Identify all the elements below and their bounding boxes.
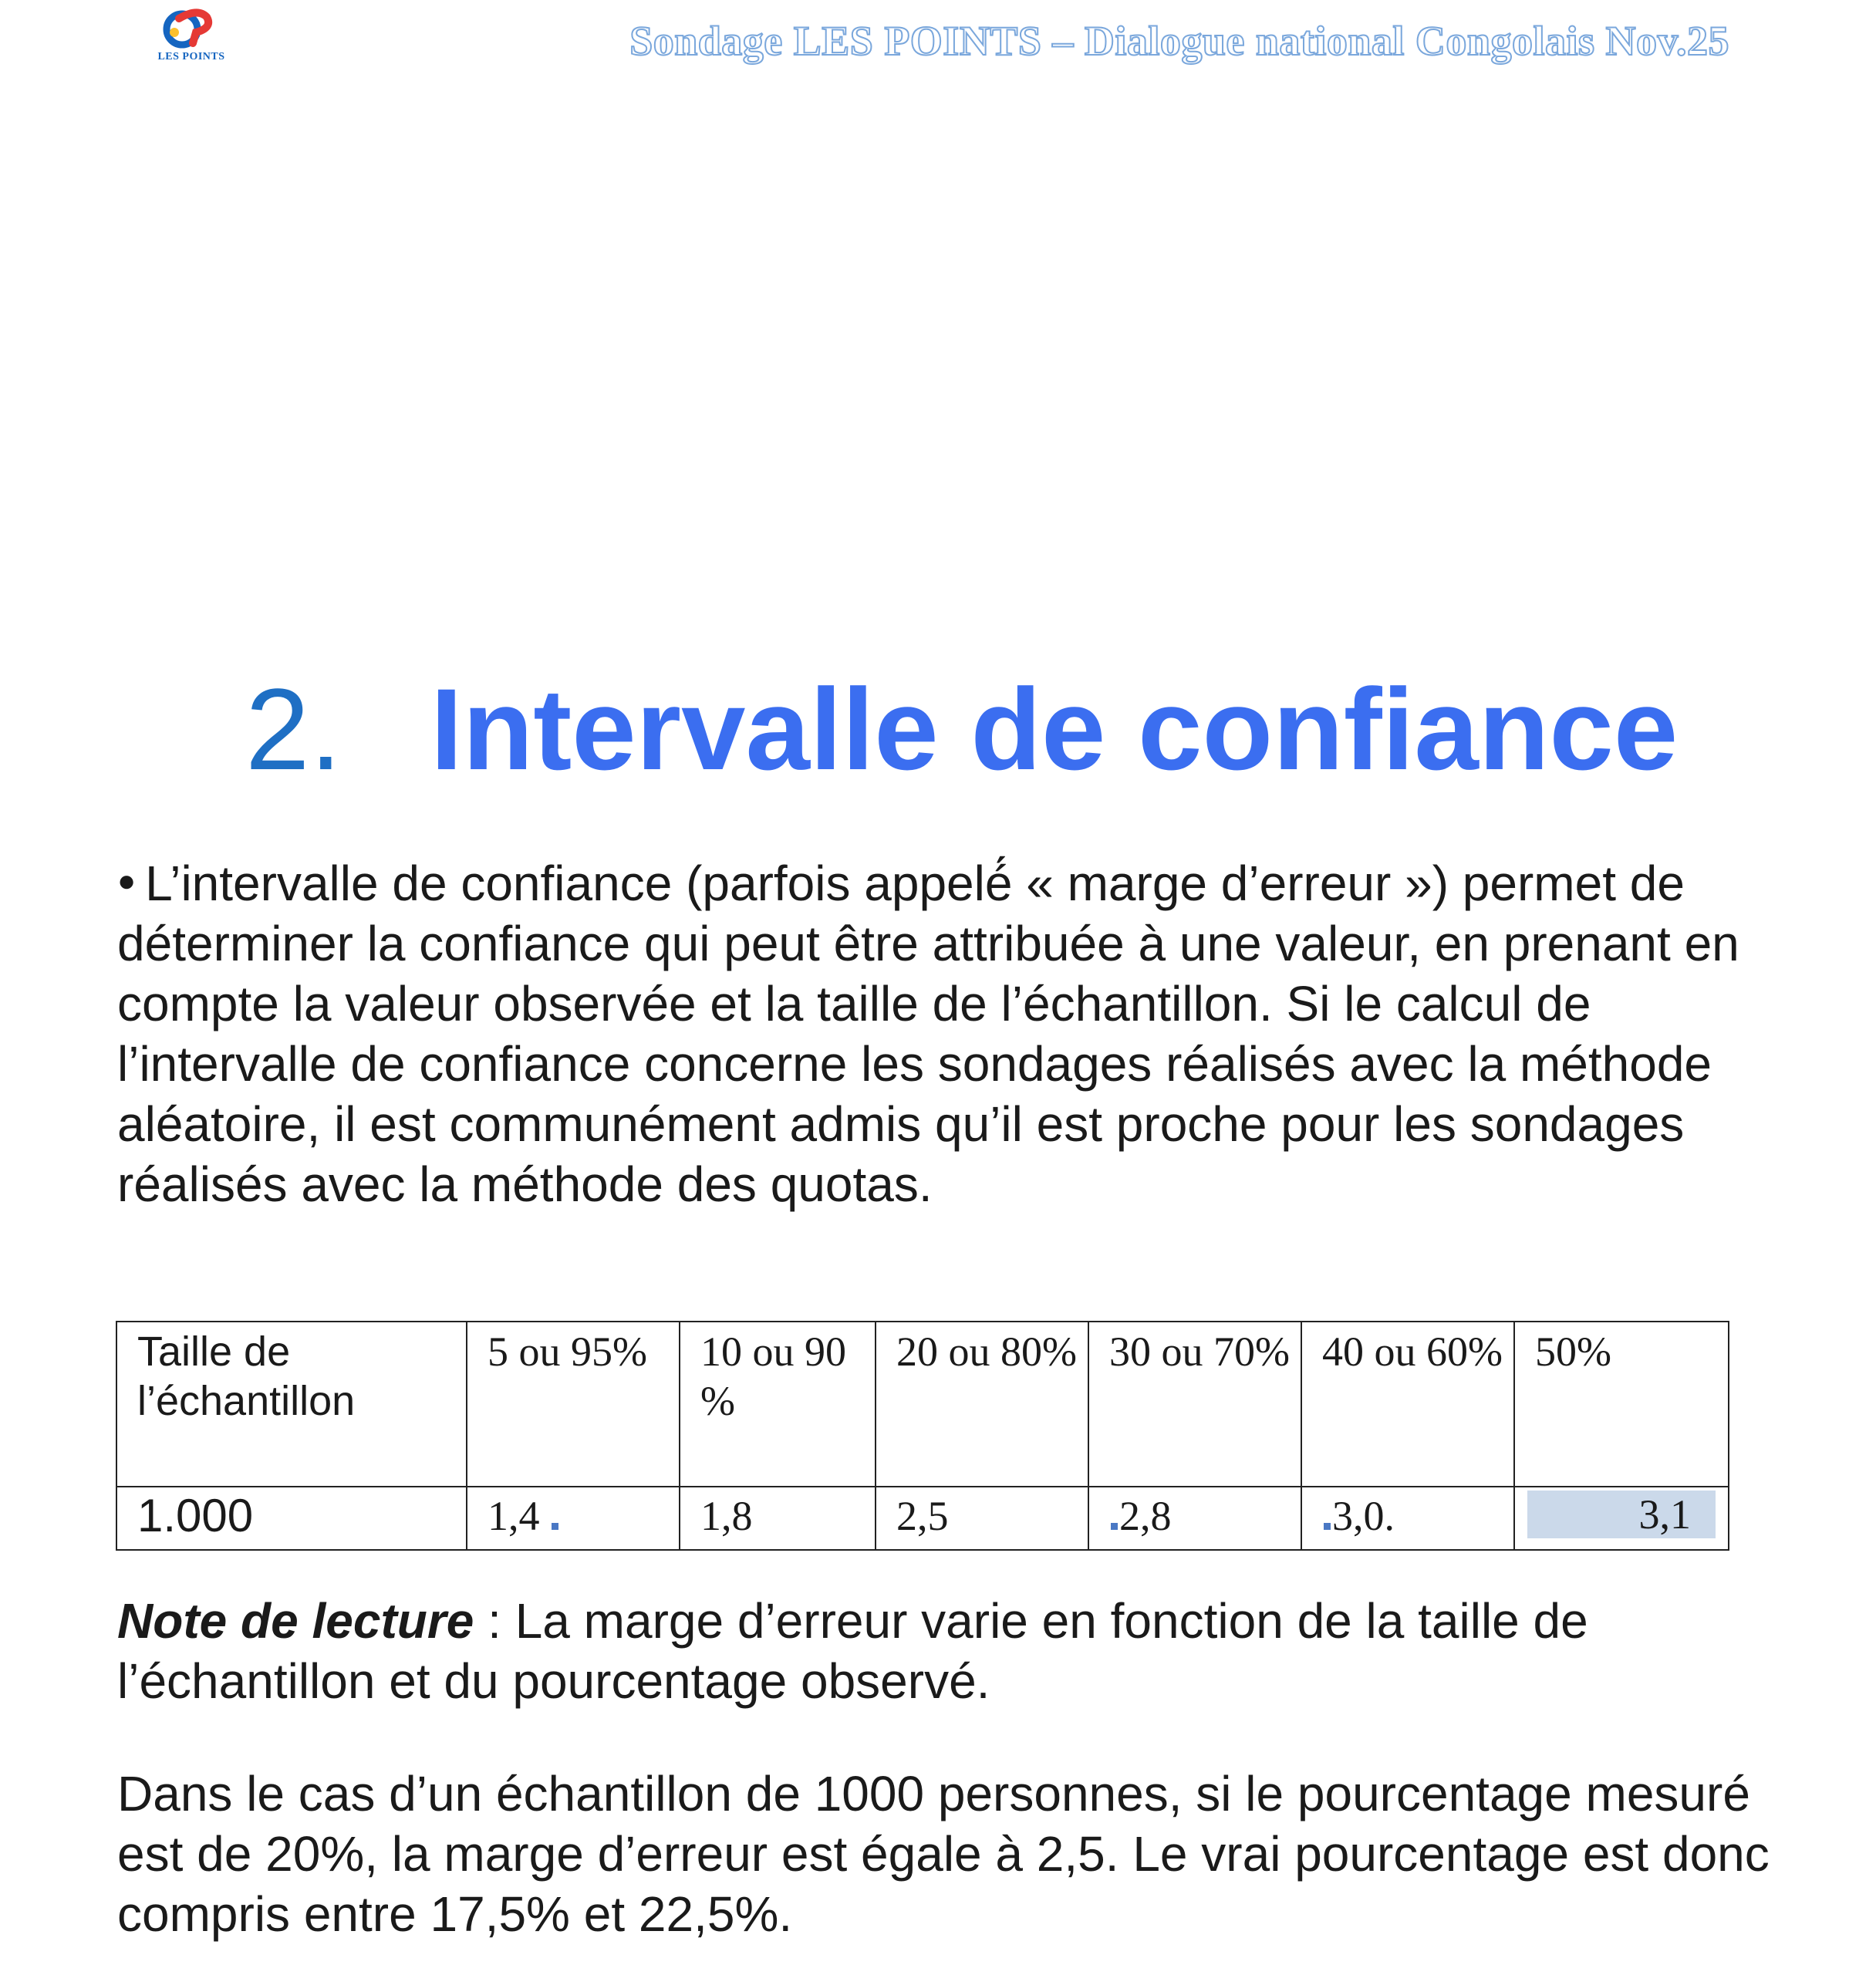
table-cell-highlighted (1514, 1487, 1729, 1550)
section-heading (245, 664, 1679, 794)
confidence-interval-table (116, 1321, 1729, 1551)
marker-dot (1324, 1523, 1331, 1530)
table-cell-value: 1,8 (700, 1493, 753, 1539)
table-row (116, 1487, 1729, 1550)
table-cell (876, 1487, 1088, 1550)
table-column-header: 5 ou 95% (467, 1322, 680, 1487)
table-cell (1301, 1487, 1514, 1550)
reading-note-text: : La marge d’erreur varie en fonction de la taille de l’échantillon et du pourcentage observé. (117, 1593, 1588, 1709)
intro-paragraph (117, 851, 1783, 1214)
table-cell-value: 3,1 (1527, 1491, 1716, 1538)
section-title: Intervalle de confiance (430, 664, 1679, 794)
table-header-row (116, 1322, 1729, 1487)
table-column-header: 40 ou 60% (1301, 1322, 1514, 1487)
table-cell-value: 2,5 (896, 1493, 949, 1539)
section-number: 2. (245, 664, 342, 794)
reading-note-label: Note de lecture (117, 1593, 474, 1649)
table-cell (1088, 1487, 1301, 1550)
table-row-label: 1.000 (116, 1487, 467, 1550)
les-points-logo (151, 5, 231, 66)
intro-text: L’intervalle de confiance (parfois appelé́ « marge d’erreur ») permet de déterminer la confiance qui peut être attribuée à une valeur, en prenant en compte la valeur observée et la taille de l’échantillon. Si le calcul de l’intervalle de confiance concerne les sondages réalisés avec la méthode aléatoire, il est communément admis qu’il est proche pour les sondages réalisés avec la méthode des quotas. (117, 856, 1739, 1212)
marker-dot (552, 1523, 558, 1530)
table-column-header: 30 ou 70% (1088, 1322, 1301, 1487)
table-column-header: 50% (1514, 1322, 1729, 1487)
example-paragraph: Dans le cas d’un échantillon de 1000 personnes, si le pourcentage mesuré est de 20%, la marge d’erreur est égale à 2,5. Le vrai pourcentage est donc compris entre 17,5% et 22,5%. (117, 1766, 1770, 1942)
bullet-icon: ● (117, 864, 137, 898)
logo-text: LES POINTS (157, 51, 225, 62)
table-cell-value: 3,0. (1332, 1493, 1395, 1539)
table-header-label: Taille de l’échantillon (116, 1322, 467, 1487)
marker-dot (1111, 1523, 1118, 1530)
table-column-header: 10 ou 90 % (680, 1322, 876, 1487)
table-cell-value: 1,4 (488, 1493, 540, 1539)
logo-icon (151, 5, 231, 51)
table-column-header: 20 ou 80% (876, 1322, 1088, 1487)
reading-note (117, 1591, 1783, 1711)
table-cell-value: 2,8 (1119, 1493, 1172, 1539)
header-title: Sondage LES POINTS – Dialogue national Congolais Nov.25 (629, 18, 1729, 64)
table-cell (467, 1487, 680, 1550)
table-cell (680, 1487, 876, 1550)
